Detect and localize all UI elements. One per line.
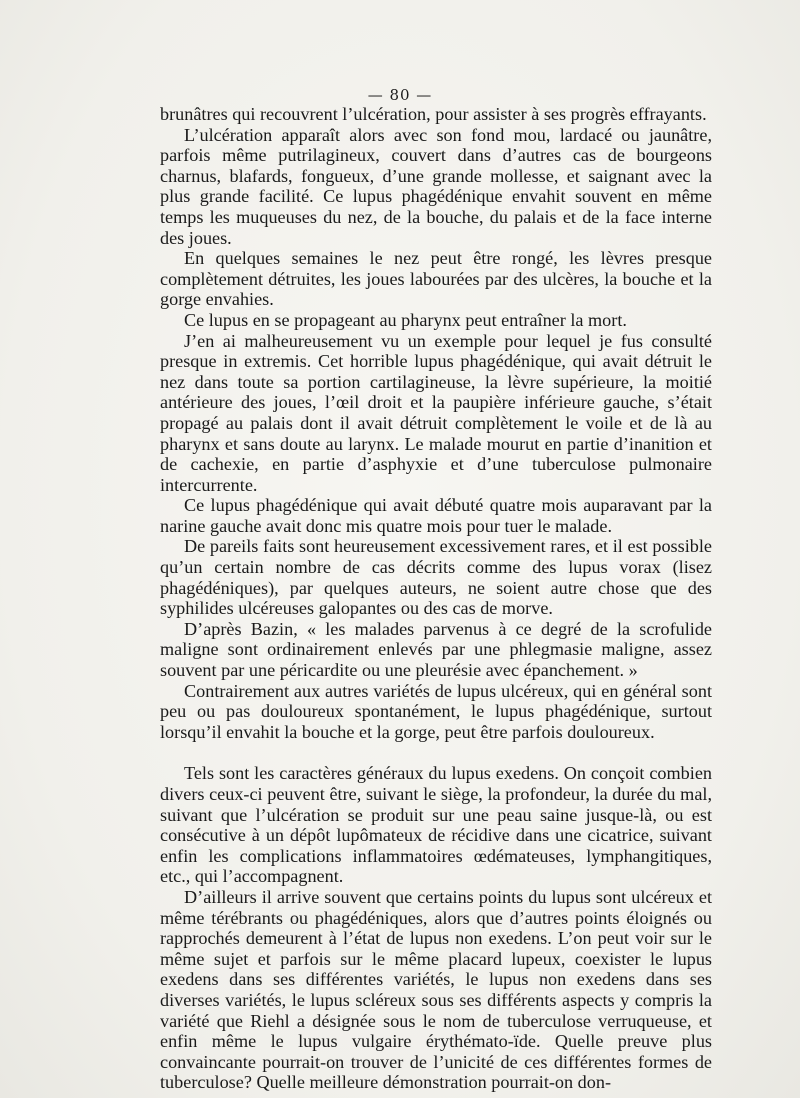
paragraph: D’ailleurs il arrive souvent que certains points du lupus sont ulcéreux et même térébrants ou phagédéniques, alors que d’autres points éloignés ou rapprochés demeurent à l’état de lupus non exedens. L’on peut voir sur le même sujet et parfois sur le même placard lupeux, coexister le lupus exedens dans ses différentes variétés, le lupus non exedens dans ses diverses variétés, le lupus scléreux sous ses différents aspects y compris la variété que Riehl a désignée sous le nom de tuberculose verruqueuse, et enfin même le lupus vulgaire érythémato-ïde. Quelle preuve plus convaincante pourrait-on trouver de l’unicité de ces différentes formes de tuberculose? Quelle meilleure démonstration pourrait-on don- (160, 886, 712, 1093)
body-text (160, 104, 712, 1093)
paragraph: En quelques semaines le nez peut être rongé, les lèvres presque complètement détruites, les joues labourées par des ulcères, la bouche et la gorge envahies. (160, 248, 712, 310)
paragraph: De pareils faits sont heureusement excessivement rares, et il est possible qu’un certain nombre de cas décrits comme des lupus vorax (lisez phagédéniques), par quelques auteurs, ne soient autre chose que des syphilides ulcéreuses galopantes ou des cas de morve. (160, 536, 712, 619)
paragraph-group-top (160, 104, 712, 742)
paragraph-group-bottom (160, 763, 712, 1093)
paragraph: Ce lupus phagédénique qui avait débuté quatre mois auparavant par la narine gauche avait donc mis quatre mois pour tuer le malade. (160, 495, 712, 536)
paragraph: Contrairement aux autres variétés de lupus ulcéreux, qui en général sont peu ou pas douloureux spontanément, le lupus phagédénique, surtout lorsqu’il envahit la bouche et la gorge, peut être parfois douloureux. (160, 680, 712, 742)
section-gap (160, 742, 712, 763)
paragraph: J’en ai malheureusement vu un exemple pour lequel je fus consulté presque in extremis. Cet horrible lupus phagédénique, qui avait détruit le nez dans toute sa portion cartilagineuse, la lèvre supérieure, la moitié antérieure des joues, l’œil droit et la paupière inférieure gauche, s’était propagé au palais dont il avait détruit complètement le voile et de là au pharynx et sans doute au larynx. Le malade mourut en partie d’inanition et de cachexie, en partie d’asphyxie et d’une tuberculose pulmonaire intercurrente. (160, 330, 712, 495)
paragraph: L’ulcération apparaît alors avec son fond mou, lardacé ou jaunâtre, parfois même putrilagineux, couvert dans d’autres cas de bourgeons charnus, blafards, fongueux, d’une grande mollesse, et saignant avec la plus grande facilité. Ce lupus phagédénique envahit souvent en même temps les muqueuses du nez, de la bouche, du palais et de la face interne des joues. (160, 124, 712, 248)
paragraph: brunâtres qui recouvrent l’ulcération, pour assister à ses progrès effrayants. (160, 104, 707, 124)
paragraph: D’après Bazin, « les malades parvenus à ce degré de la scrofulide maligne sont ordinairement enlevés par une phlegmasie maligne, assez souvent par une péricardite ou une pleurésie avec épanchement. » (160, 618, 712, 681)
paragraph: Tels sont les caractères généraux du lupus exedens. On conçoit combien divers ceux-ci peuvent être, suivant le siège, la profondeur, la durée du mal, suivant que l’ulcération se produit sur une peau saine jusque-là, ou est consécutive à un dépôt lupômateux de récidive dans une cicatrice, suivant enfin les complications inflammatoires œdémateuses, lymphangitiques, etc., qui l’accompagnent. (160, 763, 712, 887)
paragraph: Ce lupus en se propageant au pharynx peut entraîner la mort. (184, 309, 627, 330)
page-number: — 80 — (367, 86, 433, 104)
